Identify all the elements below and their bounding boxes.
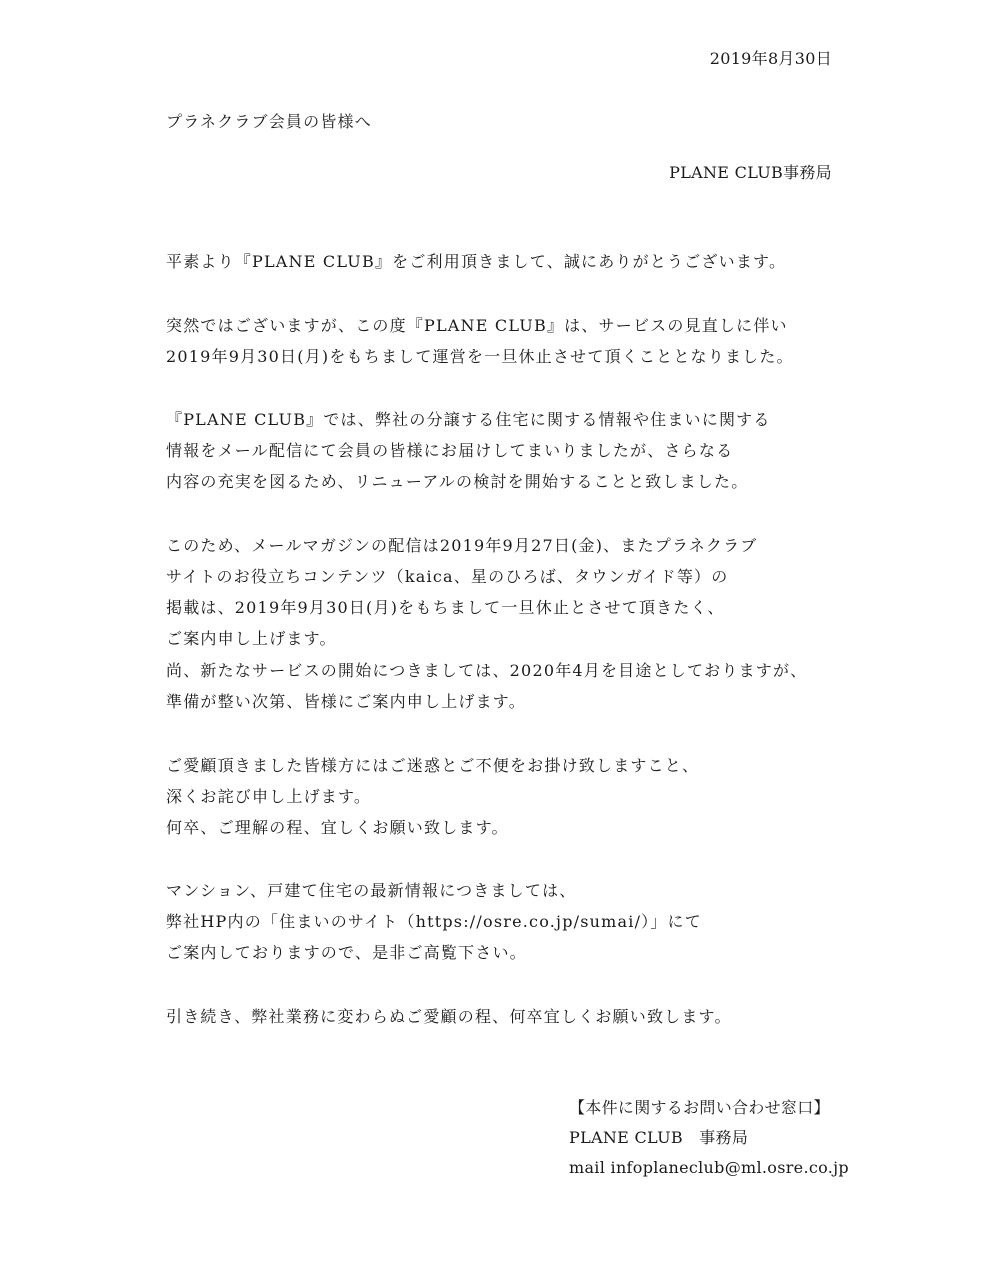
paragraph-3-line-5: 尚、新たなサービスの開始につきましては、2020年4月を目途としておりますが、 bbox=[166, 661, 808, 680]
contact-mail: mail infoplaneclub@ml.osre.co.jp bbox=[569, 1158, 849, 1177]
paragraph-3-line-2: サイトのお役立ちコンテンツ（kaica、星のひろば、タウンガイド等）の bbox=[166, 567, 729, 586]
paragraph-4-line-3: 何卒、ご理解の程、宜しくお願い致します。 bbox=[166, 818, 509, 837]
paragraph-5-line-2: 弊社HP内の「住まいのサイト（https://osre.co.jp/sumai/）」にて bbox=[166, 912, 702, 931]
paragraph-5-line-1: マンション、戸建て住宅の最新情報につきましては、 bbox=[166, 881, 577, 900]
greeting-line: 平素より『PLANE CLUB』をご利用頂きまして、誠にありがとうございます。 bbox=[166, 252, 787, 271]
paragraph-2-line-1: 『PLANE CLUB』では、弊社の分譲する住宅に関する情報や住まいに関する bbox=[166, 410, 771, 429]
paragraph-3-line-6: 準備が整い次第、皆様にご案内申し上げます。 bbox=[166, 692, 526, 711]
paragraph-3-line-1: このため、メールマガジンの配信は2019年9月27日(金)、またプラネクラブ bbox=[166, 536, 758, 555]
paragraph-3-line-3: 掲載は、2019年9月30日(月)をもちまして一旦休止とさせて頂きたく、 bbox=[166, 598, 725, 617]
paragraph-4-line-2: 深くお詫び申し上げます。 bbox=[166, 787, 372, 806]
paragraph-2-line-3: 内容の充実を図るため、リニューアルの検討を開始することと致しました。 bbox=[166, 472, 749, 491]
letter-recipient: プラネクラブ会員の皆様へ bbox=[166, 112, 372, 131]
contact-office: PLANE CLUB 事務局 bbox=[569, 1128, 749, 1147]
paragraph-2-line-2: 情報をメール配信にて会員の皆様にお届けしてまいりましたが、さらなる bbox=[166, 441, 734, 460]
contact-heading: 【本件に関するお問い合わせ窓口】 bbox=[569, 1098, 830, 1117]
paragraph-4-line-1: ご愛顧頂きました皆様方にはご迷惑とご不便をお掛け致しますこと、 bbox=[166, 756, 700, 775]
closing-line: 引き続き、弊社業務に変わらぬご愛顧の程、何卒宜しくお願い致します。 bbox=[166, 1007, 732, 1026]
paragraph-3-line-4: ご案内申し上げます。 bbox=[166, 629, 337, 648]
paragraph-1-line-2: 2019年9月30日(月)をもちまして運営を一旦休止させて頂くこととなりました。 bbox=[166, 347, 794, 366]
letter-sender: PLANE CLUB事務局 bbox=[669, 163, 832, 182]
paragraph-5-line-3: ご案内しておりますので、是非ご高覧下さい。 bbox=[166, 943, 527, 962]
paragraph-1-line-1: 突然ではございますが、この度『PLANE CLUB』は、サービスの見直しに伴い bbox=[166, 316, 788, 335]
letter-date: 2019年8月30日 bbox=[709, 49, 832, 68]
